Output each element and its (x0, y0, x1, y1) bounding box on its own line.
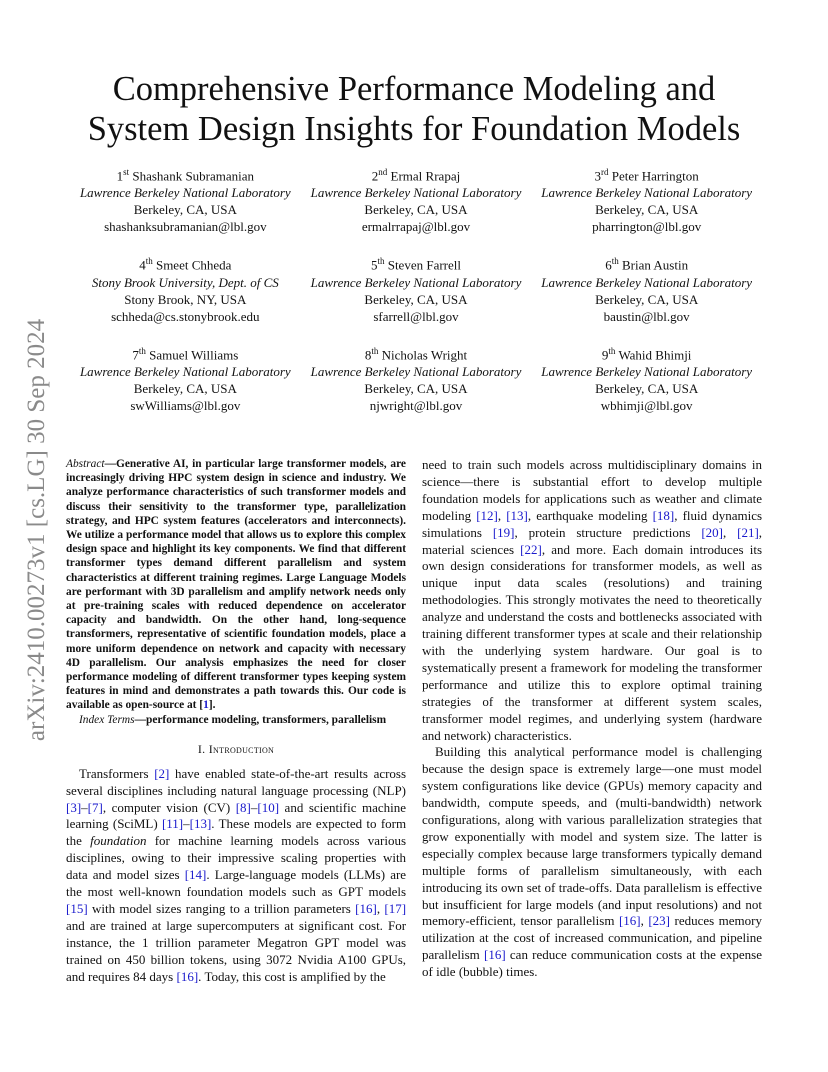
author-9: 9th Wahid Bhimji Lawrence Berkeley National Laboratory Berkeley, CA, USA wbhimji@lbl.gov (531, 343, 762, 414)
emphasis-text: foundation (90, 833, 147, 849)
author-4: 4th Smeet Chheda Stony Brook University, Dept. of CS Stony Brook, NY, USA schheda@cs.stonybrook.edu (70, 253, 301, 324)
author-location: Stony Brook, NY, USA (124, 291, 247, 307)
citation-link[interactable]: [23] (648, 913, 671, 929)
author-8: 8th Nicholas Wright Lawrence Berkeley National Laboratory Berkeley, CA, USA njwright@lbl.gov (301, 343, 532, 414)
arxiv-stamp-text: arXiv:2410.00273v1 [cs.LG] 30 Sep 2024 (23, 318, 50, 742)
citation-link[interactable]: [14] (184, 867, 207, 883)
author-name: Samuel Williams (149, 346, 239, 362)
author-name: Wahid Bhimji (618, 346, 692, 362)
index-terms: Index Terms—performance modeling, transformers, parallelism (79, 713, 387, 726)
author-location: Berkeley, CA, USA (364, 380, 468, 396)
citation-link[interactable]: [3] (66, 799, 82, 815)
citation-link[interactable]: [22] (520, 541, 542, 557)
author-5: 5th Steven Farrell Lawrence Berkeley National Laboratory Berkeley, CA, USA sfarrell@lbl.gov (301, 253, 532, 324)
author-email[interactable]: baustin@lbl.gov (603, 308, 690, 324)
author-email[interactable]: wbhimji@lbl.gov (600, 397, 693, 413)
citation-link[interactable]: [21] (737, 524, 759, 540)
author-affiliation: Lawrence Berkeley National Laboratory (541, 185, 753, 201)
author-6: 6th Brian Austin Lawrence Berkeley National Laboratory Berkeley, CA, USA baustin@lbl.gov (531, 253, 762, 324)
author-name: Steven Farrell (387, 257, 462, 273)
author-name: Nicholas Wright (381, 346, 468, 362)
author-location: Berkeley, CA, USA (595, 380, 699, 396)
author-affiliation: Lawrence Berkeley National Laboratory (310, 185, 522, 201)
citation-link[interactable]: [13] (506, 507, 528, 523)
author-email[interactable]: swWilliams@lbl.gov (130, 397, 241, 413)
citation-link[interactable]: [20] (701, 524, 723, 540)
author-location: Berkeley, CA, USA (595, 291, 699, 307)
author-location: Berkeley, CA, USA (133, 202, 237, 218)
author-affiliation: Lawrence Berkeley National Laboratory (310, 274, 522, 290)
author-email[interactable]: pharrington@lbl.gov (592, 219, 702, 235)
citation-link[interactable]: [16] (355, 901, 377, 917)
citation-link[interactable]: [17] (384, 901, 407, 917)
paper-title: Comprehensive Performance Modeling and System Design Insights for Foundation Models (87, 70, 741, 148)
author-block (70, 164, 762, 414)
author-email[interactable]: sfarrell@lbl.gov (373, 308, 459, 324)
section-heading: I. Introduction (197, 741, 275, 756)
citation-link[interactable]: [16] (484, 947, 506, 963)
author-affiliation: Lawrence Berkeley National Laboratory (79, 185, 291, 201)
citation-link[interactable]: [13] (189, 816, 212, 832)
citation-link[interactable]: [16] (618, 913, 641, 929)
citation-link[interactable]: [8] (235, 799, 251, 815)
author-2: 2nd Ermal Rrapaj Lawrence Berkeley National Laboratory Berkeley, CA, USA ermalrrapaj@lbl.gov (301, 164, 532, 235)
author-email[interactable]: shashanksubramanian@lbl.gov (104, 219, 267, 235)
author-email[interactable]: njwright@lbl.gov (369, 397, 463, 413)
right-column (422, 457, 762, 981)
author-3: 3rd Peter Harrington Lawrence Berkeley National Laboratory Berkeley, CA, USA pharrington@lbl.gov (531, 164, 762, 235)
citation-link[interactable]: 1 (203, 699, 209, 712)
author-affiliation: Lawrence Berkeley National Laboratory (79, 363, 291, 379)
author-affiliation: Lawrence Berkeley National Laboratory (310, 363, 522, 379)
arxiv-stamp (22, 290, 52, 770)
author-email[interactable]: schheda@cs.stonybrook.edu (111, 308, 260, 324)
author-email[interactable]: ermalrrapaj@lbl.gov (361, 219, 471, 235)
intro-paragraph-1-continued: need to train such models across multidisciplinary domains in science—there is substantial effort to develop multiple foundation models for applications such as weather and climate modeling [12], [13], earthquake modeling [18], fluid dynamics simulations [19], protein structure predictions [20], [21], material sciences [22], and more. Each domain introduces its own design considerations for transformer models, as well as unique input data scales (resolutions) and training methodologies. This strongly motivates the need to theoretically analyze and understand the costs and bottlenecks associated with training different transformer types at scale and their relationship with the underlying system hardware. Our goal is to systematically present a framework for modeling the transformer performance and utilize this to explore optimal training strategies of the transformer at different system scales, transformer model regimes, and underlying system (hardware and network) characteristics. (422, 457, 763, 743)
author-name: Ermal Rrapaj (390, 168, 461, 184)
intro-paragraph-1: Transformers [2] have enabled state-of-the-art results across several disciplines including natural language processing (NLP) [3]–[7], computer vision (CV) [8]–[10] and scientific machine learning (SciML) [11]–[13]. These models are expected to form the foundation for machine learning models across various disciplines, owing to their impressive scaling properties with data and model sizes [14]. Large-language models (LLMs) are the most well-known foundation models such as GPT models [15] with model sizes ranging to a trillion parameters [16], [17] and are trained at large supercomputers at significant cost. For instance, the 1 trillion parameter Megatron GPT model was trained on 450 billion tokens, using 3072 Nvidia A100 GPUs, and requires 84 days [16]. Today, this cost is amplified by the (66, 765, 407, 984)
author-name: Shashank Subramanian (132, 168, 255, 184)
author-affiliation: Lawrence Berkeley National Laboratory (541, 363, 753, 379)
author-7: 7th Samuel Williams Lawrence Berkeley National Laboratory Berkeley, CA, USA swWilliams@lbl.gov (70, 343, 301, 414)
citation-link[interactable]: [7] (87, 799, 103, 815)
author-name: Smeet Chheda (155, 257, 232, 273)
citation-link[interactable]: [2] (154, 765, 170, 781)
author-affiliation: Stony Brook University, Dept. of CS (91, 274, 279, 290)
author-1: 1st Shashank Subramanian Lawrence Berkeley National Laboratory Berkeley, CA, USA shashanksubramanian@lbl.gov (70, 164, 301, 235)
author-location: Berkeley, CA, USA (364, 202, 468, 218)
citation-link[interactable]: [18] (652, 507, 675, 523)
citation-link[interactable]: [11] (161, 816, 184, 832)
author-location: Berkeley, CA, USA (364, 291, 468, 307)
citation-link[interactable]: [19] (492, 524, 515, 540)
author-name: Brian Austin (622, 257, 689, 273)
left-column (66, 457, 406, 986)
author-name: Peter Harrington (611, 168, 699, 184)
abstract: Abstract—Generative AI, in particular large transformer models, are increasingly driving HPC system design in science and industry. We analyze performance characteristics of such transformer models and discuss their sensitivity to the transformer type, parallelization strategy, and HPC system features (accelerators and interconnects). We utilize a performance model that allows us to explore this complex design space and highlight its key components. We find that different transformer types demand different parallelism and system characteristics at different training regimes. Large Language Models are performant with 3D parallelism and amplify network needs only at pre-training scales with reduced dependence on accelerator capacity and bandwidth. On the other hand, long-sequence transformers, representative of scientific foundation models, place a more uniform dependence on network and capacity with necessary 4D parallelism. Our analysis emphasizes the need for closer performance modeling of different transformer types keeping system features in mind and demonstrates a path towards this. Our code is available as open-source at [1]. (66, 458, 406, 712)
citation-link[interactable]: [10] (257, 799, 280, 815)
citation-link[interactable]: [12] (476, 507, 498, 523)
author-location: Berkeley, CA, USA (133, 380, 237, 396)
intro-paragraph-2: Building this analytical performance model is challenging because the design space is extremely large—one must model system configurations like device (GPUs) memory capacity and bandwidth, compute speeds, and (multi-bandwidth) network configurations, along with various parallelization strategies that grow exponentially with model and system size. The latter is especially complex because large transformers typically demand multiple forms of parallelism simultaneously, with each introducing its own set of trade-offs. Data parallelism is effective but insufficient for large models (and input resolutions) and not memory-efficient, tensor parallelism [16], [23] reduces memory utilization at the cost of increased communication, and pipeline parallelism [16] can reduce communication costs at the expense of idle (bubble) times. (422, 744, 762, 980)
citation-link[interactable]: [15] (66, 901, 88, 917)
citation-link[interactable]: [16] (176, 968, 199, 984)
author-location: Berkeley, CA, USA (595, 202, 699, 218)
author-affiliation: Lawrence Berkeley National Laboratory (541, 274, 753, 290)
